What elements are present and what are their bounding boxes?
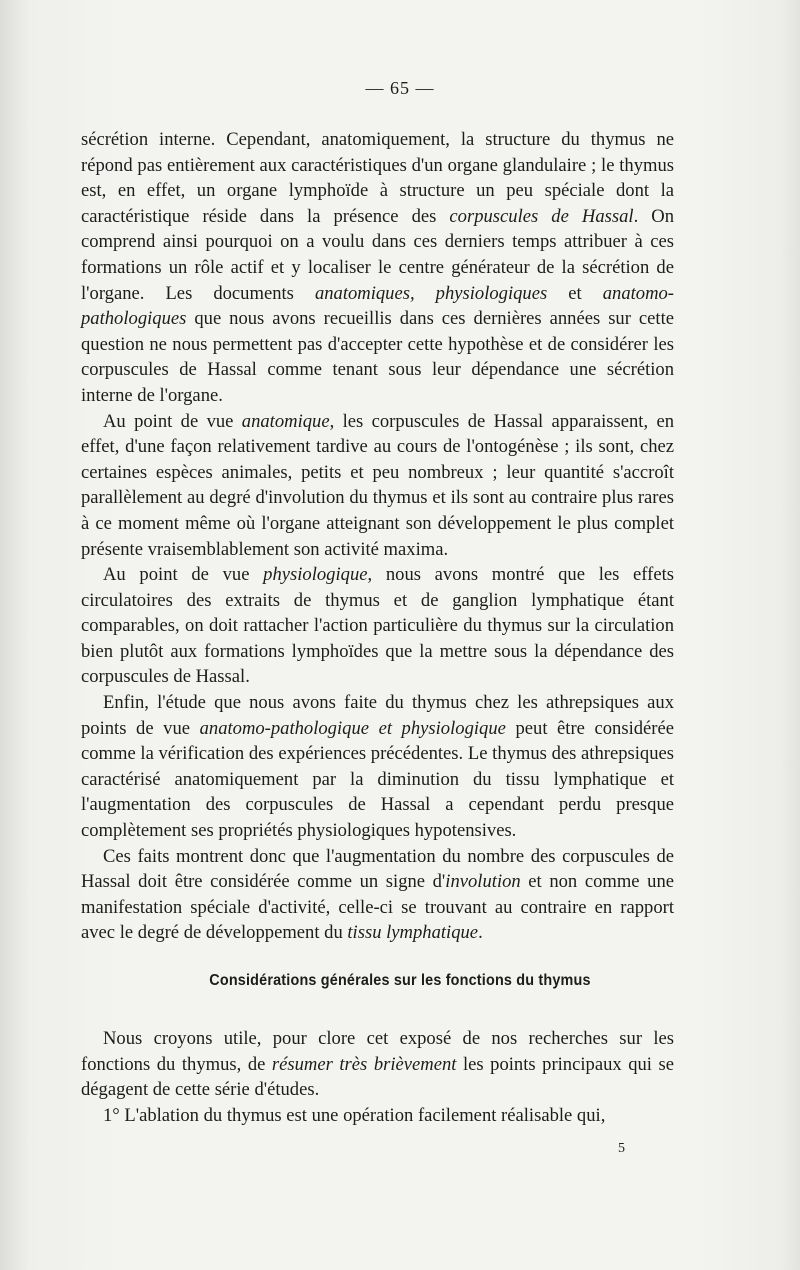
paragraph-1: sécrétion interne. Cependant, anatomiquement, la structure du thymus ne répond pas entièrement aux caractéristiques d'un organe glandulaire ; le thymus est, en effet, un organe lymphoïde à structure un peu spéciale dont la caractéristique réside dans la présence des corpuscules de Hassal. On comprend ainsi pourquoi on a voulu dans ces derniers temps attribuer à ces formations un rôle actif et y localiser le centre générateur de la sécrétion de l'organe. Les documents anatomiques, physiologiques et anatomo-pathologiques que nous avons recueillis dans ces dernières années sur cette question ne nous permettent pas d'accepter cette hypothèse et de considérer les corpuscules de Hassal comme tenant sous leur dépendance une sécrétion interne de l'organe.: [81, 129, 674, 406]
paragraph-3: Au point de vue physiologique, nous avons montré que les effets circulatoires des extraits de thymus et de ganglion lymphatique étant comparables, on doit rattacher l'action particulière du thymus sur la circulation bien plutôt aux formations lymphoïdes que la mettre sous la dépendance des corpuscules de Hassal.: [81, 564, 675, 688]
body-text: [81, 127, 674, 946]
signature-mark: 5: [618, 1141, 625, 1156]
page-number: — 65 —: [365, 78, 435, 98]
section-heading: Considérations générales sur les fonctions du thymus: [209, 972, 591, 989]
paragraph-5: Ces faits montrent donc que l'augmentation du nombre des corpuscules de Hassal doit être considérée comme un signe d'involution et non comme une manifestation spéciale d'activité, celle-ci se trouvant au contraire en rapport avec le degré de développement du tissu lymphatique.: [81, 845, 674, 944]
paragraph-4: Enfin, l'étude que nous avons faite du thymus chez les athrepsiques aux points de vue anatomo-pathologique et physiologique peut être considérée comme la vérification des expériences précédentes. Le thymus des athrepsiques caractérisé anatomiquement par la diminution du tissu lymphatique et l'augmentation des corpuscules de Hassal a cependant perdu presque complètement ses propriétés physiologiques hypotensives.: [81, 692, 674, 842]
paragraph-6: Nous croyons utile, pour clore cet exposé de nos recherches sur les fonctions du thymus, de résumer très brièvement les points principaux qui se dégagent de cette série d'études.: [81, 1028, 674, 1101]
body-text-continued: [81, 1026, 674, 1128]
paragraph-2: Au point de vue anatomique, les corpuscules de Hassal apparaissent, en effet, d'une façon relativement tardive au cours de l'ontogénèse ; ils sont, chez certaines espèces animales, petits et peu nombreux ; leur quantité s'accroît parallèlement au degré d'involution du thymus et ils sont au contraire plus rares à ce moment même où l'organe atteignant son développement le plus complet présente vraisemblablement son activité maxima.: [81, 410, 675, 560]
paragraph-7: 1° L'ablation du thymus est une opération facilement réalisable qui,: [103, 1104, 606, 1126]
